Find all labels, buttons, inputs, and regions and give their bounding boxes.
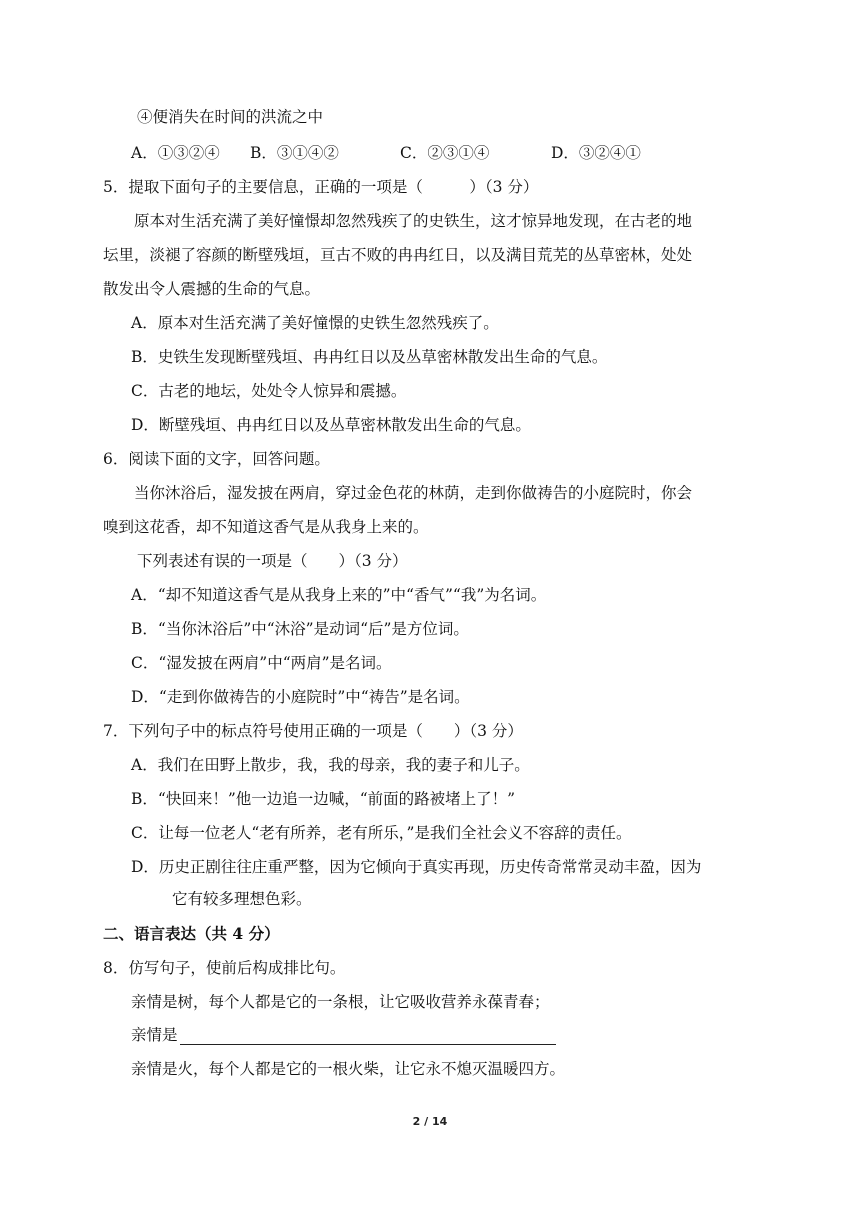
q7-option-a: A．我们在田野上散步，我，我的母亲，我的妻子和儿子。: [131, 756, 530, 774]
q8-answer-blank[interactable]: [180, 1028, 556, 1045]
section-2-heading: 二、语言表达（共 4 分）: [103, 924, 280, 943]
q6-passage-line-2: 嗅到这花香，却不知道这香气是从我身上来的。: [103, 518, 429, 536]
page-number: 2 / 14: [412, 1115, 448, 1128]
q6-passage-line-1: 当你沐浴后，湿发披在两肩，穿过金色花的林荫，走到你做祷告的小庭院时，你会: [134, 484, 693, 502]
q8-line-1: 亲情是树，每个人都是它的一条根，让它吸收营养永葆青春；: [131, 993, 550, 1011]
q5-stem: 5．提取下面句子的主要信息，正确的一项是（ ）（3 分）: [103, 178, 539, 196]
q6-option-b: B．“当你沐浴后”中“沐浴”是动词“后”是方位词。: [131, 620, 469, 638]
q4-option-b: B．③①④②: [250, 144, 339, 162]
q5-passage-line-1: 原本对生活充满了美好憧憬却忽然残疾了的史铁生，这才惊异地发现，在古老的地: [134, 212, 693, 230]
q8-stem: 8．仿写句子，使前后构成排比句。: [103, 959, 346, 977]
q5-option-a: A．原本对生活充满了美好憧憬的史铁生忽然残疾了。: [131, 314, 499, 332]
q7-option-d: D．历史正剧往往庄重严整，因为它倾向于真实再现，历史传奇常常灵动丰盈，因为: [131, 858, 702, 876]
q7-stem: 7．下列句子中的标点符号使用正确的一项是（ ）（3 分）: [103, 722, 523, 740]
q7-option-c: C．让每一位老人“老有所养，老有所乐，”是我们全社会义不容辞的责任。: [131, 824, 632, 842]
q4-option-a: A．①③②④: [131, 144, 220, 162]
q8-line-2: [131, 1025, 556, 1045]
q5-option-c: C．古老的地坛，处处令人惊异和震撼。: [131, 382, 407, 400]
q4-option-c: C．②③①④: [400, 144, 490, 162]
q6-option-a: A．“却不知道这香气是从我身上来的”中“香气”“我”为名词。: [131, 586, 547, 604]
q6-question: 下列表述有误的一项是（ ）（3 分）: [137, 552, 408, 570]
q8-line-3: 亲情是火，每个人都是它的一根火柴，让它永不熄灭温暖四方。: [131, 1060, 566, 1078]
q6-option-c: C．“湿发披在两肩”中“两肩”是名词。: [131, 654, 392, 672]
q5-option-b: B．史铁生发现断壁残垣、冉冉红日以及丛草密林散发出生命的气息。: [131, 348, 608, 366]
q4-item-4: ④便消失在时间的洪流之中: [137, 108, 324, 126]
q7-option-b: B．“快回来！”他一边追一边喊，“前面的路被堵上了！”: [131, 790, 516, 808]
q5-passage-line-3: 散发出令人震撼的生命的气息。: [103, 280, 321, 298]
q6-stem: 6．阅读下面的文字，回答问题。: [103, 450, 330, 468]
q5-option-d: D．断壁残垣、冉冉红日以及丛草密林散发出生命的气息。: [131, 416, 531, 434]
q6-option-d: D．“走到你做祷告的小庭院时”中“祷告”是名词。: [131, 688, 470, 706]
q5-passage-line-2: 坛里，淡褪了容颜的断壁残垣，亘古不败的冉冉红日，以及满目荒芜的丛草密林，处处: [103, 246, 693, 264]
q8-line-2-prefix: 亲情是: [131, 1026, 178, 1044]
q7-option-d-continued: 它有较多理想色彩。: [172, 890, 312, 908]
q4-option-d: D．③②④①: [551, 144, 641, 162]
